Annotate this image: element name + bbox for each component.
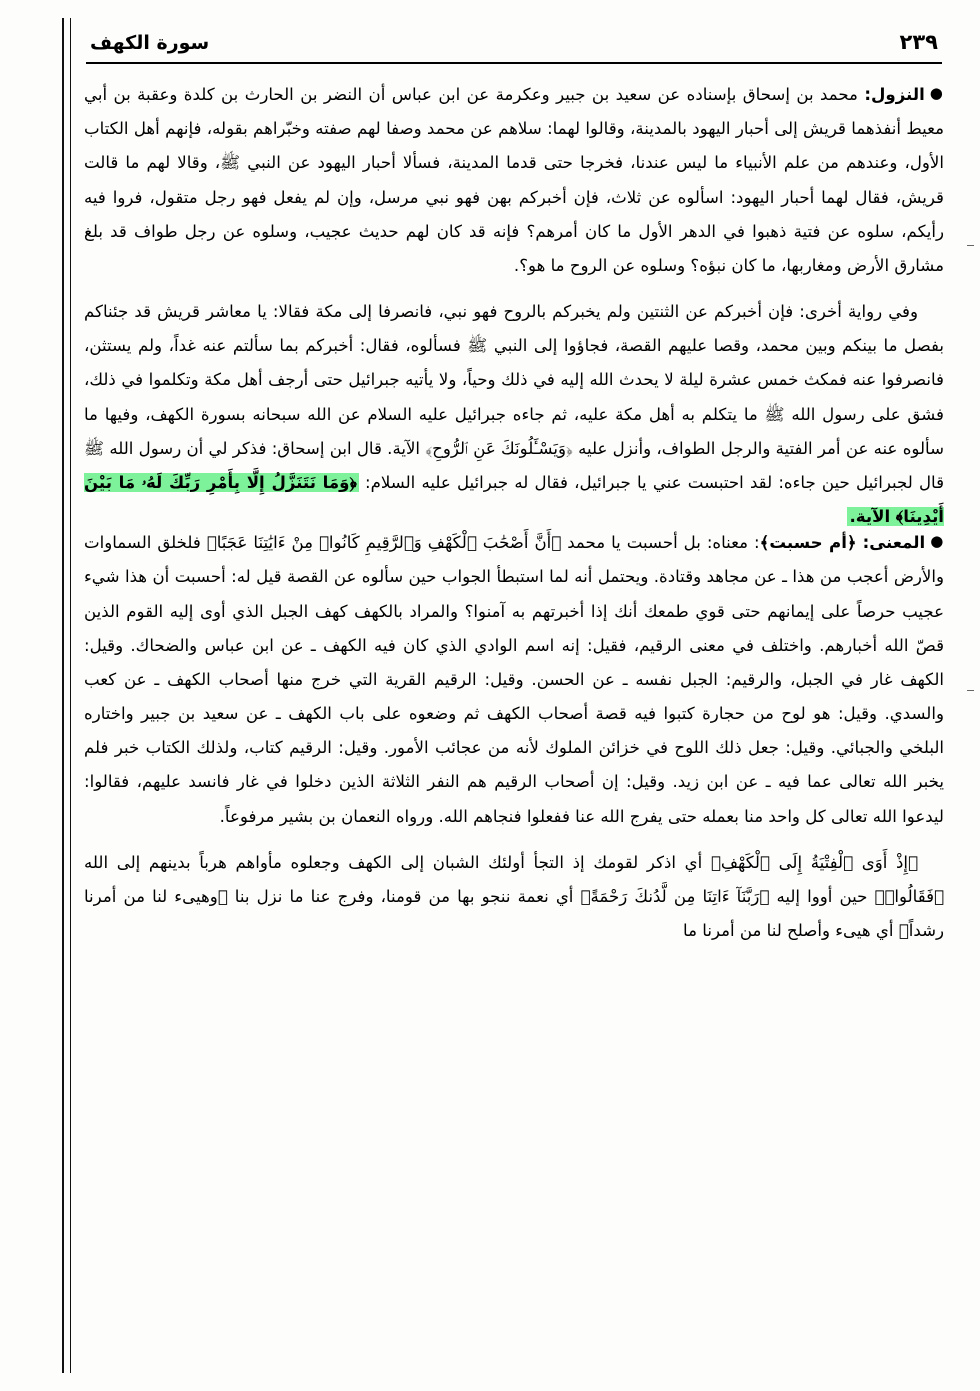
page-content (84, 30, 944, 1377)
paragraph-text: ﴿إِذْ أَوَى ٱلْفِتْيَةُ إِلَى ٱلْكَهْفِ﴾ أي اذكر لقومك إذ التجأ أولئك الشبان إلى الكهف وجعلوه مأواهم هرباً بدينهم إلى الله ﴿فَقَالُوا۟﴾ حين أووا إليه ﴿رَبَّنَآ ءَاتِنَا مِن لَّدُنكَ رَحْمَةً﴾ أي نعمة ننجو بها من قومنا، وفرج عنا ما نزل بنا ﴿وهيىء لنا من أمرنا رشداً﴾ أي هيىء وأصلح لنا من أمرنا ما (84, 852, 944, 941)
section-lead-nuzul: النزول: (864, 85, 925, 104)
margin-tick (967, 690, 974, 691)
page-header (84, 30, 944, 60)
surah-title: سورة الكهف (90, 32, 210, 54)
bullet-icon: ● (930, 532, 944, 551)
page-border-outer (62, 18, 64, 1373)
bullet-icon: ● (929, 84, 945, 102)
page-number: ٢٣٩ (899, 30, 938, 54)
page-border-inner (70, 18, 71, 1373)
header-divider (86, 62, 942, 64)
section-lead-maana: المعنى: (862, 533, 926, 553)
paragraph-text: : معناه: بل أحسبت يا محمد ﴿أَنَّ أَصْحَٰبَ ٱلْكَهْفِ وَٱلرَّقِيمِ كَانُوا۟ مِنْ ءَايَٰتِنَا عَجَبًا﴾ فلخلق السماوات والأرض أعجب من هذا ـ عن مجاهد وقتادة. ويحتمل أنه لما استبطأ الجواب حين سألوه عن القصة قيل له: أحسبت أن هذا شيء عجيب حرصاً على إيمانهم حتى قوي طمعك أنك إذا أخبرتهم به آمنوا؟ والمراد بالكهف كهف الجبل الذي أوى إليه القوم الذين قصّ الله أخبارهم. واختلف في معنى الرقيم، فقيل: إنه اسم الوادي الذي كان فيه الكهف ـ عن ابن عباس والضحاك. وقيل: الكهف غار في الجبل، والرقيم: الجبل نفسه ـ عن الحسن. وقيل: الرقيم القرية التي خرج منها أصحاب الكهف ـ عن كعب والسدي. وقيل: هو لوح من حجارة كتبوا فيه قصة أصحاب الكهف ثم وضعوه على باب الكهف ـ عن سعيد بن جبير واختاره البلخي والجبائي. وقيل: جعل ذلك اللوح في خزائن الملوك لأنه من عجائب الأمور. وقيل: الرقيم كتاب، ولذلك الكتاب خبر فلم يخبر الله تعالى عما فيه ـ عن ابن زيد. وقيل: إن أصحاب الرقيم هم النفر الثلاثة الذين دخلوا في غار فانسد عليهم، فقالوا: ليدعوا الله تعالى كل واحد منا بعمله حتى يفرج الله عنا ففعلوا فنجاهم الله. ورواه النعمان بن بشير مرفوعاً. (84, 533, 944, 826)
paragraph-text: وفي رواية أخرى: فإن أخبركم عن الثنتين ولم يخبركم بالروح فهو نبي، فانصرفا إلى مكة فقالا: يا معاشر قريش قد جئناكم بفصل ما بينكم وبين محمد، وقصا عليهم القصة، فجاؤوا إلى النبي ﷺ فسألوه، فقال: أخبركم بما سألتم عنه غداً، ولم يستثن، فانصرفوا عنه فمكث خمس عشرة ليلة لا يحدث الله إليه في ذلك وحياً، ولا يأتيه جبرائيل حتى أرجف أهل مكة وتكلموا في ذلك، فشق على رسول الله ﷺ ما يتكلم به أهل مكة عليه، ثم جاءه جبرائيل عليه السلام عن الله سبحانه بسورة الكهف، وفيها ما سألوه عنه عن أمر الفتية والرجل الطواف، وأنزل عليه ﴿وَيَسْـَٔلُونَكَ عَنِ ٱلرُّوحِ﴾ الآية. قال ابن إسحاق: فذكر لي أن رسول الله ﷺ قال لجبرائيل حين جاءه: لقد احتبست عني يا جبرائيل، فقال له جبرائيل عليه السلام: ﴿وَمَا نَتَنَزَّلُ إِلَّا بِأَمْرِ رَبِّكَ لَهُۥ مَا بَيْنَ أَيْدِينَا﴾ الآية. (84, 302, 944, 527)
highlighted-ayah: ﴿وَمَا نَتَنَزَّلُ إِلَّا بِأَمْرِ رَبِّكَ لَهُۥ مَا بَيْنَ أَيْدِينَا﴾ الآية. (84, 472, 944, 527)
margin-tick (967, 245, 974, 246)
quran-phrase-umhasibta: ﴿أم حسبت﴾ (759, 533, 857, 553)
body-text (84, 78, 944, 948)
paragraph-nuzul-2 (84, 295, 944, 534)
paragraph-maana-1 (84, 526, 944, 834)
paragraph-final (84, 846, 944, 949)
paragraph-text: محمد بن إسحاق بإسناده عن سعيد بن جبير وعكرمة عن ابن عباس أن النضر بن الحارث بن كلدة وعقبة بن أبي معيط أنفذهما قريش إلى أحبار اليهود بالمدينة، وقالوا لهما: سلاهم عن محمد وصفا لهم صفته وخبّراهم بقوله، فإنهم أهل الكتاب الأول، وعندهم من علم الأنبياء ما ليس عندنا، فخرجا حتى قدما المدينة، فسألا أحبار اليهود عن النبي ﷺ، وقالا لهم ما قالت قريش، فقال لهما أحبار اليهود: اسألوه عن ثلاث، فإن أخبركم بهن فهو نبي مرسل، وإن لم يفعل فهو رجل متقول، فروا فيه رأيكم، سلوه عن فتية ذهبوا في الدهر الأول ما كان أمرهم؟ فإنه قد كان لهم حديث عجيب، وسلوه عن رجل طواف قد بلغ مشارق الأرض ومغاربها، ما كان نبؤه؟ وسلوه عن الروح ما هو؟. (84, 85, 944, 275)
paragraph-nuzul-1 (84, 78, 944, 283)
